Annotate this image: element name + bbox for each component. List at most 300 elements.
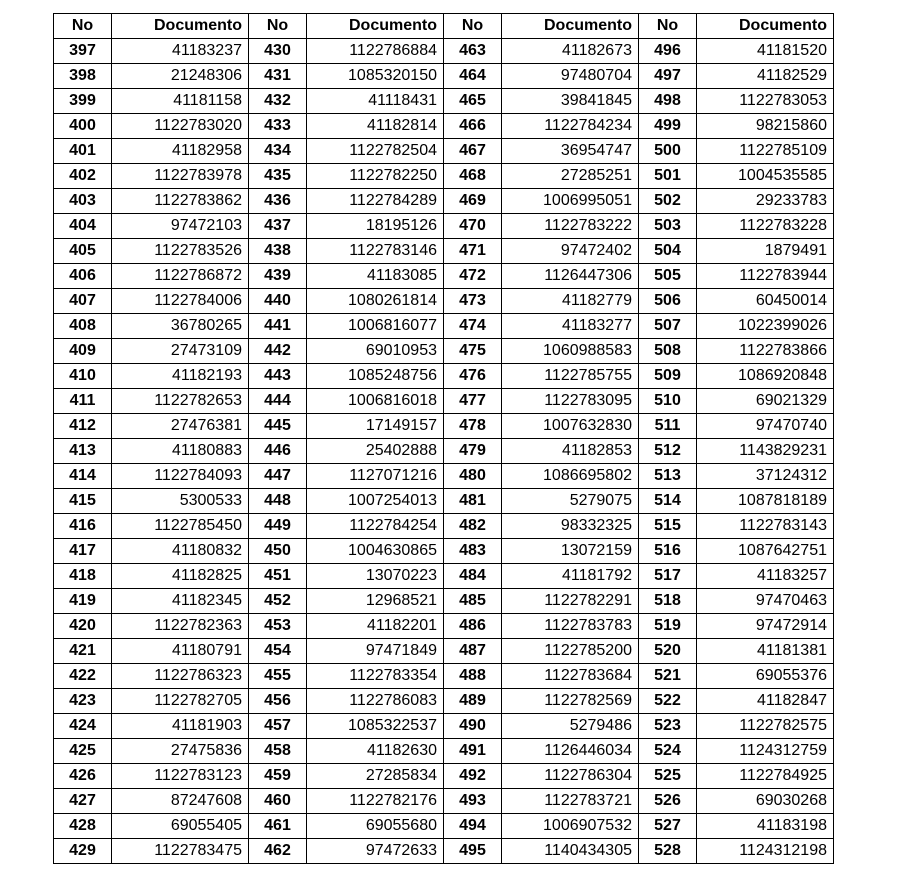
document-number: 1122782569 bbox=[502, 689, 639, 714]
row-number: 459 bbox=[249, 764, 307, 789]
document-number: 25402888 bbox=[307, 439, 444, 464]
table-row bbox=[54, 589, 834, 614]
row-number: 484 bbox=[444, 564, 502, 589]
row-number: 487 bbox=[444, 639, 502, 664]
row-number: 411 bbox=[54, 389, 112, 414]
row-number: 493 bbox=[444, 789, 502, 814]
row-number: 434 bbox=[249, 139, 307, 164]
row-number: 451 bbox=[249, 564, 307, 589]
row-number: 519 bbox=[639, 614, 697, 639]
row-number: 412 bbox=[54, 414, 112, 439]
document-number: 60450014 bbox=[697, 289, 834, 314]
document-number: 21248306 bbox=[112, 64, 249, 89]
row-number: 503 bbox=[639, 214, 697, 239]
row-number: 495 bbox=[444, 839, 502, 864]
document-number: 1087642751 bbox=[697, 539, 834, 564]
row-number: 471 bbox=[444, 239, 502, 264]
document-number: 41183257 bbox=[697, 564, 834, 589]
row-number: 486 bbox=[444, 614, 502, 639]
row-number: 473 bbox=[444, 289, 502, 314]
row-number: 449 bbox=[249, 514, 307, 539]
row-number: 520 bbox=[639, 639, 697, 664]
document-number: 41182630 bbox=[307, 739, 444, 764]
document-number: 1006816077 bbox=[307, 314, 444, 339]
row-number: 504 bbox=[639, 239, 697, 264]
document-number: 1122783143 bbox=[697, 514, 834, 539]
document-number: 1122782291 bbox=[502, 589, 639, 614]
document-number: 1122783228 bbox=[697, 214, 834, 239]
row-number: 419 bbox=[54, 589, 112, 614]
document-number: 69055680 bbox=[307, 814, 444, 839]
row-number: 432 bbox=[249, 89, 307, 114]
row-number: 518 bbox=[639, 589, 697, 614]
table-row bbox=[54, 664, 834, 689]
row-number: 474 bbox=[444, 314, 502, 339]
row-number: 399 bbox=[54, 89, 112, 114]
document-number: 1122783721 bbox=[502, 789, 639, 814]
row-number: 508 bbox=[639, 339, 697, 364]
document-number: 41180883 bbox=[112, 439, 249, 464]
document-number: 97470740 bbox=[697, 414, 834, 439]
table-row bbox=[54, 164, 834, 189]
document-number: 1007632830 bbox=[502, 414, 639, 439]
document-number: 41181903 bbox=[112, 714, 249, 739]
row-number: 465 bbox=[444, 89, 502, 114]
row-number: 522 bbox=[639, 689, 697, 714]
row-number: 505 bbox=[639, 264, 697, 289]
row-number: 403 bbox=[54, 189, 112, 214]
document-number: 18195126 bbox=[307, 214, 444, 239]
document-number: 1122783978 bbox=[112, 164, 249, 189]
row-number: 429 bbox=[54, 839, 112, 864]
row-number: 448 bbox=[249, 489, 307, 514]
row-number: 423 bbox=[54, 689, 112, 714]
document-number: 37124312 bbox=[697, 464, 834, 489]
row-number: 410 bbox=[54, 364, 112, 389]
row-number: 469 bbox=[444, 189, 502, 214]
row-number: 492 bbox=[444, 764, 502, 789]
document-number: 1122786083 bbox=[307, 689, 444, 714]
row-number: 445 bbox=[249, 414, 307, 439]
document-number: 97470463 bbox=[697, 589, 834, 614]
row-number: 466 bbox=[444, 114, 502, 139]
document-number: 1122783095 bbox=[502, 389, 639, 414]
row-number: 457 bbox=[249, 714, 307, 739]
document-number: 27475836 bbox=[112, 739, 249, 764]
row-number: 398 bbox=[54, 64, 112, 89]
document-number: 1085320150 bbox=[307, 64, 444, 89]
row-number: 477 bbox=[444, 389, 502, 414]
table-row bbox=[54, 639, 834, 664]
row-number: 490 bbox=[444, 714, 502, 739]
document-number: 97480704 bbox=[502, 64, 639, 89]
document-number: 1122785450 bbox=[112, 514, 249, 539]
document-number: 1122783123 bbox=[112, 764, 249, 789]
document-number: 1122785200 bbox=[502, 639, 639, 664]
row-number: 443 bbox=[249, 364, 307, 389]
row-number: 497 bbox=[639, 64, 697, 89]
table-row bbox=[54, 364, 834, 389]
row-number: 416 bbox=[54, 514, 112, 539]
table-row bbox=[54, 239, 834, 264]
row-number: 437 bbox=[249, 214, 307, 239]
document-number: 1122786884 bbox=[307, 39, 444, 64]
document-number: 1122785755 bbox=[502, 364, 639, 389]
row-number: 420 bbox=[54, 614, 112, 639]
row-number: 447 bbox=[249, 464, 307, 489]
row-number: 456 bbox=[249, 689, 307, 714]
row-number: 502 bbox=[639, 189, 697, 214]
row-number: 515 bbox=[639, 514, 697, 539]
table-row bbox=[54, 414, 834, 439]
document-number: 1140434305 bbox=[502, 839, 639, 864]
row-number: 468 bbox=[444, 164, 502, 189]
row-number: 527 bbox=[639, 814, 697, 839]
document-number: 27476381 bbox=[112, 414, 249, 439]
table-row bbox=[54, 314, 834, 339]
row-number: 479 bbox=[444, 439, 502, 464]
document-number: 41183198 bbox=[697, 814, 834, 839]
table-row bbox=[54, 139, 834, 164]
row-number: 442 bbox=[249, 339, 307, 364]
header-documento: Documento bbox=[502, 14, 639, 39]
document-number: 1122783475 bbox=[112, 839, 249, 864]
document-number: 97472914 bbox=[697, 614, 834, 639]
row-number: 485 bbox=[444, 589, 502, 614]
document-number: 41180832 bbox=[112, 539, 249, 564]
header-no: No bbox=[639, 14, 697, 39]
document-number: 1006995051 bbox=[502, 189, 639, 214]
document-number: 41181381 bbox=[697, 639, 834, 664]
document-number: 5279486 bbox=[502, 714, 639, 739]
row-number: 422 bbox=[54, 664, 112, 689]
document-number: 1122784234 bbox=[502, 114, 639, 139]
document-number: 1122782653 bbox=[112, 389, 249, 414]
row-number: 413 bbox=[54, 439, 112, 464]
document-number: 1122784289 bbox=[307, 189, 444, 214]
table-row bbox=[54, 489, 834, 514]
document-number: 69030268 bbox=[697, 789, 834, 814]
document-number: 41182673 bbox=[502, 39, 639, 64]
document-number: 1122782504 bbox=[307, 139, 444, 164]
document-number: 41181158 bbox=[112, 89, 249, 114]
document-number: 1122783783 bbox=[502, 614, 639, 639]
document-number: 41182779 bbox=[502, 289, 639, 314]
document-number: 69055376 bbox=[697, 664, 834, 689]
row-number: 460 bbox=[249, 789, 307, 814]
document-number: 1086695802 bbox=[502, 464, 639, 489]
table-row bbox=[54, 39, 834, 64]
document-number: 29233783 bbox=[697, 189, 834, 214]
row-number: 426 bbox=[54, 764, 112, 789]
table-row bbox=[54, 64, 834, 89]
row-number: 470 bbox=[444, 214, 502, 239]
document-number: 98215860 bbox=[697, 114, 834, 139]
row-number: 454 bbox=[249, 639, 307, 664]
row-number: 525 bbox=[639, 764, 697, 789]
document-number: 1087818189 bbox=[697, 489, 834, 514]
row-number: 407 bbox=[54, 289, 112, 314]
document-number: 41182847 bbox=[697, 689, 834, 714]
document-number: 1006907532 bbox=[502, 814, 639, 839]
document-number: 1122782363 bbox=[112, 614, 249, 639]
document-number: 1004535585 bbox=[697, 164, 834, 189]
document-number: 1122786323 bbox=[112, 664, 249, 689]
table-row bbox=[54, 89, 834, 114]
document-number: 41182958 bbox=[112, 139, 249, 164]
row-number: 462 bbox=[249, 839, 307, 864]
header-row bbox=[54, 14, 834, 39]
document-number: 1122782250 bbox=[307, 164, 444, 189]
table-row bbox=[54, 289, 834, 314]
row-number: 438 bbox=[249, 239, 307, 264]
table-row bbox=[54, 814, 834, 839]
row-number: 415 bbox=[54, 489, 112, 514]
document-number: 12968521 bbox=[307, 589, 444, 614]
row-number: 476 bbox=[444, 364, 502, 389]
row-number: 409 bbox=[54, 339, 112, 364]
row-number: 464 bbox=[444, 64, 502, 89]
document-number: 41118431 bbox=[307, 89, 444, 114]
document-number: 1122783944 bbox=[697, 264, 834, 289]
row-number: 524 bbox=[639, 739, 697, 764]
documents-table bbox=[53, 13, 834, 864]
row-number: 440 bbox=[249, 289, 307, 314]
row-number: 424 bbox=[54, 714, 112, 739]
document-number: 1022399026 bbox=[697, 314, 834, 339]
document-number: 1086920848 bbox=[697, 364, 834, 389]
document-number: 41182825 bbox=[112, 564, 249, 589]
document-number: 1122783684 bbox=[502, 664, 639, 689]
row-number: 509 bbox=[639, 364, 697, 389]
row-number: 401 bbox=[54, 139, 112, 164]
document-number: 5279075 bbox=[502, 489, 639, 514]
document-number: 1006816018 bbox=[307, 389, 444, 414]
row-number: 400 bbox=[54, 114, 112, 139]
row-number: 433 bbox=[249, 114, 307, 139]
document-number: 41182814 bbox=[307, 114, 444, 139]
document-number: 1122783020 bbox=[112, 114, 249, 139]
document-number: 97472103 bbox=[112, 214, 249, 239]
table-row bbox=[54, 464, 834, 489]
document-number: 5300533 bbox=[112, 489, 249, 514]
document-number: 27473109 bbox=[112, 339, 249, 364]
document-number: 1085322537 bbox=[307, 714, 444, 739]
row-number: 494 bbox=[444, 814, 502, 839]
document-number: 41182201 bbox=[307, 614, 444, 639]
document-number: 27285834 bbox=[307, 764, 444, 789]
table-row bbox=[54, 614, 834, 639]
row-number: 417 bbox=[54, 539, 112, 564]
document-number: 41181792 bbox=[502, 564, 639, 589]
document-number: 1122783866 bbox=[697, 339, 834, 364]
row-number: 523 bbox=[639, 714, 697, 739]
row-number: 431 bbox=[249, 64, 307, 89]
row-number: 446 bbox=[249, 439, 307, 464]
document-number: 36954747 bbox=[502, 139, 639, 164]
row-number: 500 bbox=[639, 139, 697, 164]
document-number: 41182853 bbox=[502, 439, 639, 464]
row-number: 526 bbox=[639, 789, 697, 814]
table-row bbox=[54, 339, 834, 364]
row-number: 418 bbox=[54, 564, 112, 589]
document-number: 69010953 bbox=[307, 339, 444, 364]
row-number: 428 bbox=[54, 814, 112, 839]
table-row bbox=[54, 514, 834, 539]
document-number: 98332325 bbox=[502, 514, 639, 539]
document-number: 97472402 bbox=[502, 239, 639, 264]
row-number: 450 bbox=[249, 539, 307, 564]
document-number: 1122783053 bbox=[697, 89, 834, 114]
table-row bbox=[54, 839, 834, 864]
table-row bbox=[54, 114, 834, 139]
row-number: 463 bbox=[444, 39, 502, 64]
document-number: 1122784006 bbox=[112, 289, 249, 314]
document-number: 1122782176 bbox=[307, 789, 444, 814]
document-number: 1122784925 bbox=[697, 764, 834, 789]
row-number: 512 bbox=[639, 439, 697, 464]
row-number: 516 bbox=[639, 539, 697, 564]
row-number: 467 bbox=[444, 139, 502, 164]
table-row bbox=[54, 439, 834, 464]
document-number: 1122783526 bbox=[112, 239, 249, 264]
row-number: 528 bbox=[639, 839, 697, 864]
document-number: 1143829231 bbox=[697, 439, 834, 464]
document-number: 39841845 bbox=[502, 89, 639, 114]
document-number: 41182193 bbox=[112, 364, 249, 389]
document-number: 41183085 bbox=[307, 264, 444, 289]
row-number: 510 bbox=[639, 389, 697, 414]
document-number: 13072159 bbox=[502, 539, 639, 564]
document-number: 41180791 bbox=[112, 639, 249, 664]
row-number: 435 bbox=[249, 164, 307, 189]
document-number: 1126447306 bbox=[502, 264, 639, 289]
document-number: 1122782575 bbox=[697, 714, 834, 739]
header-no: No bbox=[444, 14, 502, 39]
row-number: 506 bbox=[639, 289, 697, 314]
row-number: 436 bbox=[249, 189, 307, 214]
row-number: 441 bbox=[249, 314, 307, 339]
row-number: 511 bbox=[639, 414, 697, 439]
row-number: 439 bbox=[249, 264, 307, 289]
document-number: 36780265 bbox=[112, 314, 249, 339]
document-number: 97471849 bbox=[307, 639, 444, 664]
row-number: 489 bbox=[444, 689, 502, 714]
document-number: 1122782705 bbox=[112, 689, 249, 714]
document-number: 1085248756 bbox=[307, 364, 444, 389]
document-number: 69055405 bbox=[112, 814, 249, 839]
row-number: 475 bbox=[444, 339, 502, 364]
document-number: 1879491 bbox=[697, 239, 834, 264]
table-row bbox=[54, 789, 834, 814]
table-row bbox=[54, 214, 834, 239]
row-number: 501 bbox=[639, 164, 697, 189]
row-number: 421 bbox=[54, 639, 112, 664]
row-number: 397 bbox=[54, 39, 112, 64]
row-number: 517 bbox=[639, 564, 697, 589]
table-row bbox=[54, 189, 834, 214]
header-no: No bbox=[249, 14, 307, 39]
document-number: 41182345 bbox=[112, 589, 249, 614]
document-number: 1122783146 bbox=[307, 239, 444, 264]
row-number: 478 bbox=[444, 414, 502, 439]
row-number: 461 bbox=[249, 814, 307, 839]
document-number: 41182529 bbox=[697, 64, 834, 89]
row-number: 430 bbox=[249, 39, 307, 64]
document-number: 1080261814 bbox=[307, 289, 444, 314]
header-documento: Documento bbox=[697, 14, 834, 39]
document-number: 1007254013 bbox=[307, 489, 444, 514]
row-number: 480 bbox=[444, 464, 502, 489]
row-number: 499 bbox=[639, 114, 697, 139]
header-documento: Documento bbox=[112, 14, 249, 39]
document-number: 1124312198 bbox=[697, 839, 834, 864]
row-number: 507 bbox=[639, 314, 697, 339]
row-number: 425 bbox=[54, 739, 112, 764]
document-number: 1122783862 bbox=[112, 189, 249, 214]
document-number: 1122783222 bbox=[502, 214, 639, 239]
row-number: 427 bbox=[54, 789, 112, 814]
row-number: 444 bbox=[249, 389, 307, 414]
document-number: 1122784254 bbox=[307, 514, 444, 539]
table-row bbox=[54, 564, 834, 589]
header-documento: Documento bbox=[307, 14, 444, 39]
row-number: 404 bbox=[54, 214, 112, 239]
row-number: 483 bbox=[444, 539, 502, 564]
document-number: 1127071216 bbox=[307, 464, 444, 489]
row-number: 402 bbox=[54, 164, 112, 189]
document-number: 27285251 bbox=[502, 164, 639, 189]
row-number: 496 bbox=[639, 39, 697, 64]
row-number: 453 bbox=[249, 614, 307, 639]
document-number: 41181520 bbox=[697, 39, 834, 64]
table-body bbox=[54, 39, 834, 864]
row-number: 498 bbox=[639, 89, 697, 114]
document-number: 1060988583 bbox=[502, 339, 639, 364]
row-number: 414 bbox=[54, 464, 112, 489]
document-number: 1126446034 bbox=[502, 739, 639, 764]
table-row bbox=[54, 764, 834, 789]
document-number: 69021329 bbox=[697, 389, 834, 414]
document-number: 1122785109 bbox=[697, 139, 834, 164]
table-row bbox=[54, 539, 834, 564]
document-number: 41183237 bbox=[112, 39, 249, 64]
document-number: 41183277 bbox=[502, 314, 639, 339]
document-number: 1122786304 bbox=[502, 764, 639, 789]
document-number: 1122784093 bbox=[112, 464, 249, 489]
row-number: 452 bbox=[249, 589, 307, 614]
document-number: 1124312759 bbox=[697, 739, 834, 764]
document-number: 87247608 bbox=[112, 789, 249, 814]
header-no: No bbox=[54, 14, 112, 39]
table-row bbox=[54, 689, 834, 714]
row-number: 488 bbox=[444, 664, 502, 689]
row-number: 514 bbox=[639, 489, 697, 514]
row-number: 408 bbox=[54, 314, 112, 339]
row-number: 458 bbox=[249, 739, 307, 764]
document-number: 97472633 bbox=[307, 839, 444, 864]
document-number: 17149157 bbox=[307, 414, 444, 439]
document-number: 1122783354 bbox=[307, 664, 444, 689]
table-row bbox=[54, 389, 834, 414]
row-number: 513 bbox=[639, 464, 697, 489]
row-number: 472 bbox=[444, 264, 502, 289]
document-number: 13070223 bbox=[307, 564, 444, 589]
row-number: 455 bbox=[249, 664, 307, 689]
row-number: 481 bbox=[444, 489, 502, 514]
table-row bbox=[54, 739, 834, 764]
document-number: 1004630865 bbox=[307, 539, 444, 564]
